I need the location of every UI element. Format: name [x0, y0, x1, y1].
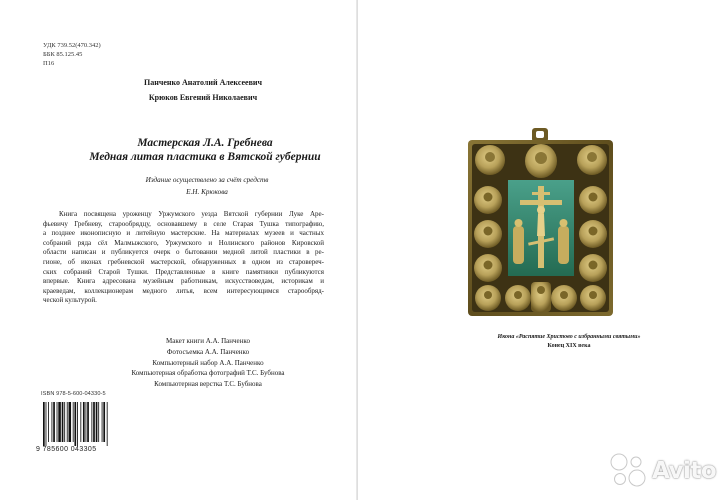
funding-line: Издание осуществлено за счёт средств [145, 176, 269, 184]
icon-caption [358, 333, 720, 351]
barcode [41, 402, 129, 446]
caption-date: Конец XIX века [547, 343, 591, 349]
credit-line: Компьютерная верстка Т.С. Бубнова [154, 380, 262, 389]
barcode-number: 9 785600 043305 [36, 446, 97, 453]
caption-title: Икона «Распятие Христово с избранными святыми» [497, 334, 641, 340]
abstract-line: ческой культурой. [43, 296, 97, 305]
abstract-line: впервые. Книга адресована музейным работникам, искусствоведам, историкам и [43, 277, 324, 286]
abstract-paragraph [43, 210, 324, 306]
left-page [0, 0, 358, 500]
abstract-line: собраний ряда сёл Малмыжского, Уржумского и Нолинского районов Кировской [43, 238, 324, 247]
funding-line: Е.Н. Крюкова [186, 187, 228, 196]
abstract-line: краеведам, коллекционерам медного литья, всем интересующимся старообряд- [43, 286, 324, 295]
right-page [358, 0, 720, 500]
avito-logo-icon [605, 450, 651, 490]
credit-line: Фотосъемка А.А. Панченко [166, 347, 250, 356]
abstract-line: фьевичу Гребневу, старообрядцу, основавшему в селе Старая Тушка типографию, [43, 219, 324, 228]
author-name: Панченко Анатолий Алексеевич [143, 78, 263, 87]
icon-image [466, 128, 615, 318]
avito-watermark-text: Avito [652, 458, 717, 484]
author-name: Крюков Евгений Николаевич [148, 93, 258, 102]
isbn-label: ISBN 978-5-600-04330-5 [41, 391, 106, 397]
authors-block [0, 75, 358, 105]
abstract-line: области написан и публикуется очерк о бытовании медной литой пластики в ре- [43, 248, 324, 257]
book-title [0, 136, 358, 164]
udk-block [43, 42, 101, 68]
abstract-line: гионе, об иконах гребневской мастерской, обнаруженных в одном из старовереч- [43, 257, 324, 266]
title-line: Мастерская Л.А. Гребнева [137, 137, 273, 149]
credit-line: Компьютерная обработка фотографий Т.С. Бубнова [131, 369, 285, 378]
abstract-line: а позднее иконописную и литейную мастерские. На материалах музеев и частных [43, 229, 324, 238]
funding-note [0, 175, 358, 198]
credit-line: Макет книги А.А. Панченко [166, 337, 250, 345]
udk-line: УДК 739.52(470.342) [43, 42, 101, 49]
title-line: Медная литая пластика в Вятской губернии [89, 151, 321, 163]
abstract-line: Книга посвящена уроженцу Уржумского уезда Вятской губернии Луке Аре- [59, 210, 324, 218]
author-mark-line: П16 [43, 59, 55, 67]
credits-block [0, 336, 358, 390]
credit-line: Компьютерный набор А.А. Панченко [152, 358, 264, 367]
bbk-line: ББК 85.125.45 [43, 50, 83, 58]
abstract-line: ских собраний Старой Тушки. Представленные в книге памятники публикуются [43, 267, 324, 276]
